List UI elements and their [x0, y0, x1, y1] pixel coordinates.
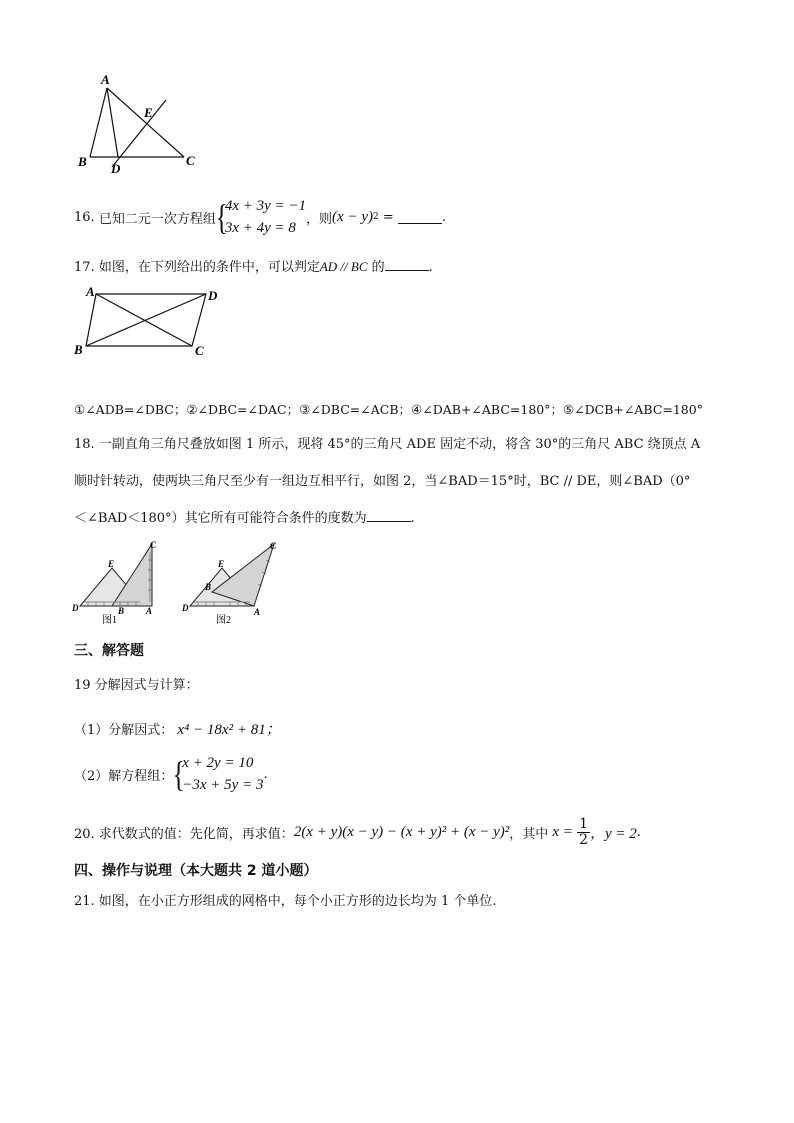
q16-eq2: 3x + 4y = 8 — [224, 220, 296, 236]
label-d: D — [72, 603, 79, 613]
label-a: A — [101, 72, 110, 87]
q17-text: 如图，在下列给出的条件中，可以判定 — [98, 260, 320, 275]
q19-eq2: −3x + 5y = 3 — [182, 777, 264, 793]
segment-ad — [107, 88, 118, 157]
q19-part1-label: （1）分解因式： — [74, 723, 174, 738]
question-16 — [74, 195, 446, 239]
q20-denominator: 2 — [579, 831, 589, 848]
label-b: B — [78, 154, 87, 169]
q20-mid: ，其中 — [509, 826, 549, 842]
label-e: E — [144, 105, 153, 120]
q17-answer-blank[interactable] — [385, 258, 429, 271]
label-d: D — [182, 603, 189, 613]
q20-fraction — [577, 817, 590, 848]
label-d: D — [208, 288, 218, 303]
label-c: C — [150, 540, 157, 550]
label-c: C — [270, 541, 277, 551]
label-a: A — [254, 607, 261, 617]
q18-line1: 18. 一副直角三角尺叠放如图 1 所示，现将 45°的三角尺 ADE 固定不动，将含 30°的三角尺 ABC 绕顶点 A — [74, 437, 701, 452]
q18-line2: 顺时针转动，使两块三角尺至少有一组边互相平行，如图 2，当∠BAD＝15°时，BC // DE，则∠BAD（0° — [74, 474, 691, 489]
label-e: E — [218, 559, 225, 569]
q16-number: 16. — [74, 209, 95, 225]
q19-part2 — [74, 752, 268, 796]
q18-answer-blank[interactable] — [367, 509, 411, 522]
q16-equation-system — [216, 195, 306, 239]
label-b: B — [205, 582, 212, 592]
q19-eq1: { x + 2y = 10 — [182, 755, 254, 771]
label-a: A — [86, 284, 95, 299]
q16-answer-blank[interactable] — [398, 211, 442, 224]
q20-numerator: 1 — [579, 815, 589, 832]
q19-equation-system — [173, 752, 263, 796]
question-21: 21. 如图，在小正方形组成的网格中，每个小正方形的边长均为 1 个单位. — [74, 894, 497, 909]
q19-part1-expr: x⁴ − 18x² + 81； — [177, 722, 281, 738]
q16-eq: = — [382, 209, 394, 225]
q16-then: ，则 — [306, 211, 333, 227]
question-20 — [74, 812, 641, 852]
set-square-figure-2 — [182, 540, 280, 626]
label-d: D — [111, 161, 121, 176]
q18-line3: ＜∠BAD＜180°）其它所有可能符合条件的度数为 — [74, 511, 367, 526]
q20-y: ，y = 2 — [590, 825, 637, 842]
figure-1-caption: 图1 — [102, 615, 117, 626]
q20-text: 20. 求代数式的值：先化简，再求值： — [74, 826, 294, 842]
diagonal-ac — [96, 294, 192, 346]
section-4-heading: 四、操作与说理（本大题共 2 道小题） — [74, 863, 318, 879]
label-b: B — [118, 606, 125, 616]
label-e: E — [108, 559, 115, 569]
q20-end: . — [636, 824, 641, 840]
q19-part1 — [74, 718, 281, 739]
edge-ac — [107, 88, 184, 157]
q17-suffix: 的 — [371, 260, 385, 275]
q17-end: . — [428, 260, 433, 275]
q19-title: 19 分解因式与计算： — [74, 678, 199, 693]
label-b: B — [74, 342, 83, 357]
label-a: A — [146, 606, 153, 616]
figure-2-caption: 图2 — [216, 615, 231, 626]
q16-expr: (x − y) — [332, 208, 373, 225]
q17-number: 17. — [74, 260, 95, 275]
q16-text: 已知二元一次方程组 — [98, 211, 216, 227]
set-square-figure-1 — [72, 540, 162, 626]
q19-end: . — [263, 766, 268, 782]
q20-expr: 2(x + y)(x − y) − (x + y)² + (x − y)² — [293, 823, 510, 840]
diagonal-bd — [86, 294, 206, 346]
triangle-figure-abc — [74, 70, 204, 180]
question-17 — [74, 256, 433, 275]
parallelogram-figure-abcd — [74, 282, 234, 362]
q16-end: . — [441, 209, 447, 225]
label-c: C — [195, 343, 204, 358]
q16-sup: 2 — [372, 212, 379, 222]
q20-x: x = — [552, 823, 573, 840]
edge-ab — [90, 88, 107, 157]
q18-line3-wrap — [74, 507, 415, 526]
q17-options: ①∠ADB=∠DBC；②∠DBC=∠DAC；③∠DBC=∠ACB；④∠DAB+∠ABC=180°；⑤∠DCB+∠ABC=180° — [74, 402, 703, 417]
section-3-heading: 三、解答题 — [74, 643, 144, 659]
q18-end: . — [410, 511, 415, 526]
label-c: C — [186, 153, 195, 168]
q19-part2-label: （2）解方程组： — [74, 768, 174, 784]
q16-eq1: { 4x + 3y = −1 — [224, 198, 307, 214]
q17-relation: AD // BC — [319, 259, 368, 274]
